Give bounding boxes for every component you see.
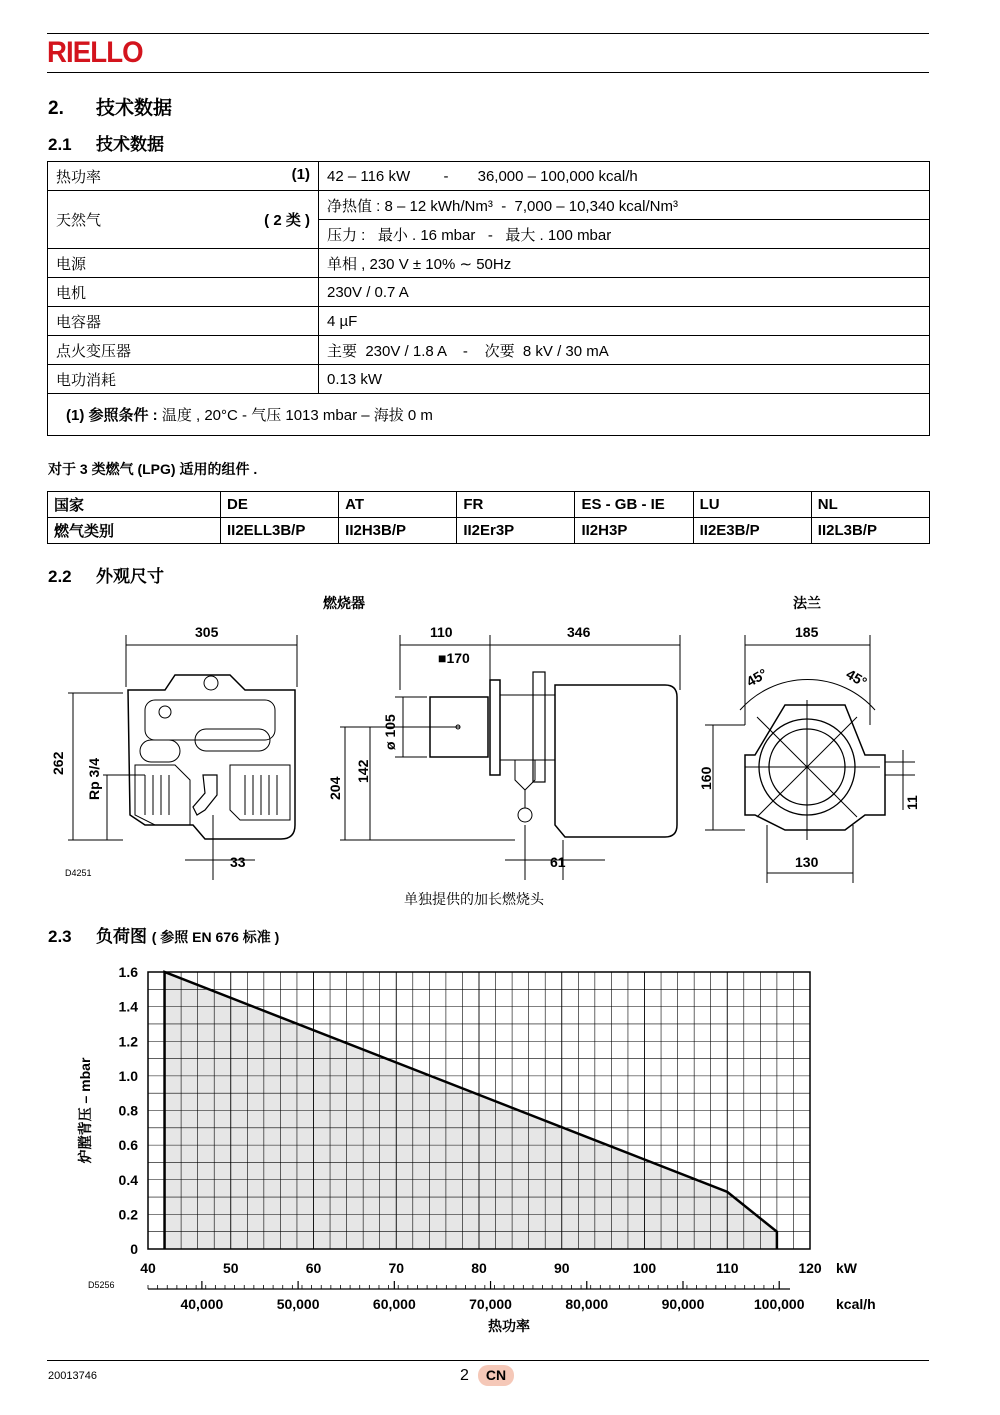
x-axis-label: 热功率 xyxy=(488,1318,530,1334)
table-row xyxy=(48,191,930,220)
dim-105: ø 105 xyxy=(382,714,398,750)
section-title-text: 技术数据 xyxy=(96,98,173,119)
table-row xyxy=(48,492,930,518)
dimension-drawings xyxy=(45,615,945,890)
subsection-number: 2.2 xyxy=(48,567,72,586)
x2-tick-label: 80,000 xyxy=(565,1296,609,1312)
x2-tick-label: 40,000 xyxy=(180,1296,224,1312)
subsection-subtitle: ( 参照 EN 676 标准 ) xyxy=(151,929,280,945)
dim-305: 305 xyxy=(195,624,219,640)
country-cell: FR xyxy=(457,492,575,518)
table-row xyxy=(48,518,930,544)
x-tick-label: 100 xyxy=(632,1260,657,1276)
dim-185: 185 xyxy=(795,624,819,640)
dim-346: 346 xyxy=(567,624,591,640)
heat-value-cell: 42 – 116 kW - 36,000 – 100,000 kcal/h xyxy=(319,162,930,191)
ignition-value-cell: 主要 230V / 1.8 A - 次要 8 kV / 30 mA xyxy=(319,336,930,365)
dim-rp: Rp 3/4 xyxy=(86,757,102,800)
consumption-value-cell: 0.13 kW xyxy=(319,365,930,394)
lpg-note: 对于 3 类燃气 (LPG) 适用的组件 . xyxy=(48,461,258,477)
subsection-2-3-title xyxy=(48,922,279,947)
drawing-code: D4251 xyxy=(65,868,92,878)
dim-11: 11 xyxy=(904,795,920,810)
chart-code: D5256 xyxy=(88,1280,115,1290)
country-cell: AT xyxy=(339,492,457,518)
gas-category-cell: II2H3P xyxy=(575,518,693,544)
technical-data-table xyxy=(47,161,930,436)
gas-category-cell: II2Er3P xyxy=(457,518,575,544)
x-tick-label: 70 xyxy=(388,1260,405,1276)
x2-tick-label: 90,000 xyxy=(661,1296,705,1312)
dim-45-right: 45° xyxy=(843,665,870,691)
x2-tick-label: 50,000 xyxy=(276,1296,320,1312)
subsection-number: 2.3 xyxy=(48,927,72,946)
gas-category-cell: II2E3B/P xyxy=(693,518,811,544)
dim-204: 204 xyxy=(327,776,343,800)
dim-262: 262 xyxy=(50,751,66,775)
burner-front-view xyxy=(68,635,297,880)
x2-unit-label: kcal/h xyxy=(836,1296,876,1312)
country-cell: NL xyxy=(811,492,929,518)
footer-rule xyxy=(47,1360,929,1361)
table-row xyxy=(48,278,930,307)
y-axis-label: 炉膛背压 – mbar xyxy=(77,1057,93,1164)
table-row xyxy=(48,336,930,365)
capacitor-label-cell: 电容器 xyxy=(48,307,319,336)
page-number: 2 xyxy=(460,1367,469,1384)
subsection-title-text: 外观尺寸 xyxy=(96,567,164,586)
dim-170: ■170 xyxy=(438,650,470,666)
ignition-label-cell: 点火变压器 xyxy=(48,336,319,365)
x-tick-label: 50 xyxy=(222,1260,239,1276)
x-tick-label: 40 xyxy=(140,1260,156,1276)
y-tick-label: 0.8 xyxy=(118,1102,138,1119)
dim-142: 142 xyxy=(355,759,371,783)
dim-61: 61 xyxy=(550,854,566,870)
power-value-cell: 单相 , 230 V ± 10% ∼ 50Hz xyxy=(319,249,930,278)
x-tick-label: 120 xyxy=(798,1260,822,1276)
table-row xyxy=(48,249,930,278)
table-row xyxy=(48,365,930,394)
flange-caption: 法兰 xyxy=(793,595,821,611)
y-tick-label: 0.6 xyxy=(118,1137,138,1154)
top-rule xyxy=(47,33,929,34)
section-title xyxy=(48,93,172,120)
reference-note-cell: (1) 参照条件 : 温度 , 20°C - 气压 1013 mbar – 海拔 0 m xyxy=(48,394,930,436)
country-cell: DE xyxy=(221,492,339,518)
gas-category-cell: II2L3B/P xyxy=(811,518,929,544)
x-tick-label: 110 xyxy=(715,1260,739,1276)
dim-33: 33 xyxy=(230,854,246,870)
table-row xyxy=(48,394,930,436)
y-tick-label: 1.6 xyxy=(118,964,138,980)
gas-category-cell: II2ELL3B/P xyxy=(221,518,339,544)
y-tick-label: 1.0 xyxy=(118,1067,138,1084)
country-cell: 国家 xyxy=(48,492,221,518)
y-tick-label: 0.2 xyxy=(118,1206,138,1223)
section-number: 2. xyxy=(48,98,64,119)
header-rule xyxy=(47,72,929,73)
gas-label-cell: 天然气 ( 2 类 ) xyxy=(48,191,319,249)
table-row xyxy=(48,307,930,336)
gas-category-cell: 燃气类别 xyxy=(48,518,221,544)
document-code: 20013746 xyxy=(48,1370,97,1382)
capacitor-value-cell: 4 µF xyxy=(319,307,930,336)
subsection-2-1-title xyxy=(48,130,164,155)
load-chart xyxy=(60,960,900,1350)
x-tick-label: 90 xyxy=(553,1260,570,1276)
x-tick-label: 80 xyxy=(471,1260,487,1276)
heat-label-cell: 热功率 (1) xyxy=(48,162,319,191)
extension-caption: 单独提供的加长燃烧头 xyxy=(404,891,544,907)
dim-130: 130 xyxy=(795,854,819,870)
x2-tick-label: 70,000 xyxy=(469,1296,512,1312)
y-tick-label: 0 xyxy=(130,1241,138,1257)
y-tick-label: 1.2 xyxy=(118,1033,138,1050)
language-badge: CN xyxy=(478,1365,514,1386)
x2-tick-label: 60,000 xyxy=(372,1296,416,1312)
motor-value-cell: 230V / 0.7 A xyxy=(319,278,930,307)
subsection-title-text: 技术数据 xyxy=(96,135,164,154)
gas-pressure-cell: 压力 : 最小 . 16 mbar - 最大 . 100 mbar xyxy=(319,220,930,249)
x-unit-label: kW xyxy=(836,1260,857,1276)
brand-logo: RIELLO xyxy=(47,36,143,69)
burner-caption: 燃烧器 xyxy=(323,595,365,611)
motor-label-cell: 电机 xyxy=(48,278,319,307)
flange-view xyxy=(705,635,915,883)
dim-110: 110 xyxy=(430,624,453,640)
burner-side-view xyxy=(340,635,680,880)
y-tick-label: 0.4 xyxy=(118,1171,138,1188)
x-tick-label: 60 xyxy=(305,1260,322,1276)
country-cell: LU xyxy=(693,492,811,518)
subsection-number: 2.1 xyxy=(48,135,72,154)
power-label-cell: 电源 xyxy=(48,249,319,278)
table-row xyxy=(48,162,930,191)
subsection-2-2-title xyxy=(48,562,164,587)
gas-category-table xyxy=(47,491,930,544)
y-tick-label: 1.4 xyxy=(118,998,138,1015)
subsection-title-text: 负荷图 xyxy=(96,927,147,946)
consumption-label-cell: 电功消耗 xyxy=(48,365,319,394)
gas-category-cell: II2H3B/P xyxy=(339,518,457,544)
country-cell: ES - GB - IE xyxy=(575,492,693,518)
gas-value-cell: 净热值 : 8 – 12 kWh/Nm³ - 7,000 – 10,340 kcal/Nm³ xyxy=(319,191,930,220)
x2-tick-label: 100,000 xyxy=(753,1296,805,1312)
dim-160: 160 xyxy=(698,766,714,790)
dim-45-left: 45° xyxy=(743,665,770,690)
